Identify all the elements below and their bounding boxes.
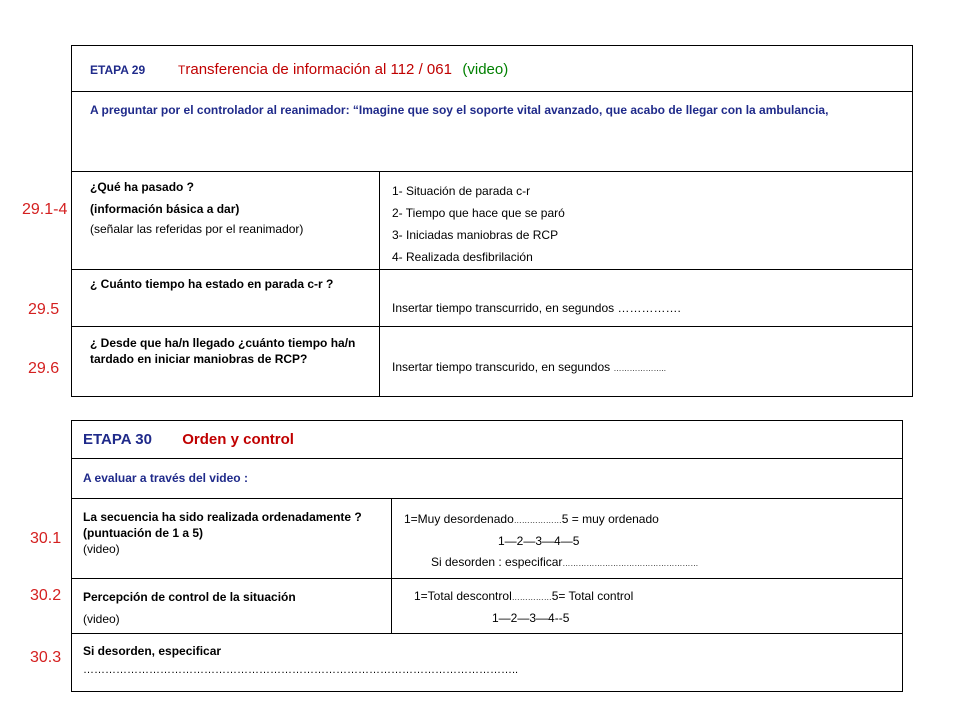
etapa-30-instruction-row bbox=[72, 458, 902, 498]
scale-control-right: 5= Total control bbox=[551, 589, 634, 603]
question-time-to-cpr: ¿ Desde que ha/n llegado ¿cuánto tiempo ha/n tardado en iniciar maniobras de RCP? bbox=[90, 336, 356, 366]
question-note: (señalar las referidas por el reanimador) bbox=[90, 222, 304, 236]
scale-order-left: 1=Muy desordenado bbox=[404, 512, 514, 526]
question-basic-info: (información básica a dar) bbox=[90, 202, 240, 216]
etapa-30-title: Orden y control bbox=[182, 431, 294, 448]
etapa-30-label: ETAPA 30 bbox=[83, 431, 152, 448]
question-control-perception: Percepción de control de la situación bbox=[83, 590, 296, 604]
etapa-30-header-row bbox=[72, 421, 902, 458]
etapa-29-question-row-3 bbox=[72, 326, 912, 396]
answer-item-4: 4- Realizada desfibrilación bbox=[392, 250, 533, 264]
scale-order-numbers: 1—2—3—4—5 bbox=[498, 534, 580, 548]
item-number-30-3: 30.3 bbox=[30, 649, 62, 666]
etapa-29-header-row bbox=[72, 46, 912, 91]
item-number-29-1-4: 29.1-4 bbox=[22, 201, 68, 218]
specify-disorder-blank: …………………………………………… bbox=[562, 559, 699, 568]
question-what-happened: ¿Qué ha pasado ? bbox=[90, 180, 195, 194]
question-sequence-video: (video) bbox=[83, 542, 120, 556]
etapa-29-instruction-row bbox=[72, 91, 912, 171]
item-number-30-1: 30.1 bbox=[30, 530, 62, 547]
etapa-30-table bbox=[71, 420, 903, 692]
item-number-30-2: 30.2 bbox=[30, 587, 62, 604]
scale-order-right: 5 = muy ordenado bbox=[561, 512, 659, 526]
etapa-30-question-row-3 bbox=[72, 633, 902, 691]
etapa-29-title-initial: T bbox=[178, 63, 186, 77]
question-time-in-arrest: ¿ Cuánto tiempo ha estado en parada c-r ? bbox=[90, 277, 334, 291]
answer-time-to-cpr: Insertar tiempo transcurido, en segundos bbox=[392, 360, 611, 374]
etapa-30-question-row-1 bbox=[72, 498, 902, 578]
question-specify-disorder: Si desorden, especificar bbox=[83, 644, 222, 658]
etapa-29-instruction: A preguntar por el controlador al reanimador: “Imagine que soy el soporte vital avanzado, que acabo de llegar con la ambulancia, bbox=[90, 103, 829, 117]
item-number-29-6: 29.6 bbox=[28, 360, 60, 377]
question-control-video: (video) bbox=[83, 612, 120, 626]
specify-disorder-label: Si desorden : especificar bbox=[431, 555, 563, 569]
answer-item-3: 3- Iniciadas maniobras de RCP bbox=[392, 228, 559, 242]
scale-control-dots: …………… bbox=[511, 593, 552, 602]
answer-time-in-arrest: Insertar tiempo transcurrido, en segundos ……………. bbox=[392, 301, 681, 315]
etapa-29-table bbox=[71, 45, 913, 397]
etapa-29-question-row-2 bbox=[72, 269, 912, 326]
etapa-30-question-row-2 bbox=[72, 578, 902, 633]
answer-time-to-cpr-blank: ……………….. bbox=[613, 364, 666, 373]
scale-order-dots: ……………… bbox=[513, 516, 562, 525]
specify-disorder-answer-line: ……………………………………………………………………………………………………….. bbox=[83, 664, 519, 676]
etapa-29-title: ransferencia de información al 112 / 061 bbox=[185, 61, 452, 78]
etapa-29-video-tag: (video) bbox=[462, 61, 509, 78]
etapa-29-label: ETAPA 29 bbox=[90, 63, 146, 77]
answer-item-2: 2- Tiempo que hace que se paró bbox=[392, 206, 565, 220]
scale-control-left: 1=Total descontrol bbox=[414, 589, 512, 603]
answer-item-1: 1- Situación de parada c-r bbox=[392, 184, 531, 198]
item-number-29-5: 29.5 bbox=[28, 301, 60, 318]
question-sequence-order: La secuencia ha sido realizada ordenadamente ? (puntuación de 1 a 5) bbox=[83, 510, 362, 540]
etapa-29-question-row-1 bbox=[72, 171, 912, 269]
scale-control-numbers: 1—2—3—4--5 bbox=[492, 611, 570, 625]
etapa-30-instruction: A evaluar a través del video : bbox=[83, 471, 248, 485]
